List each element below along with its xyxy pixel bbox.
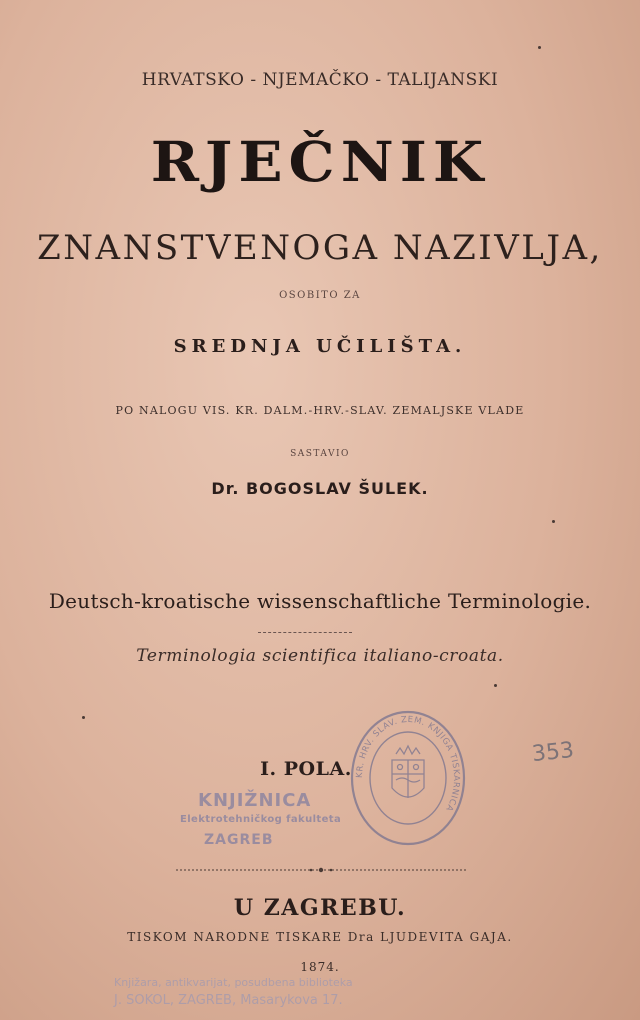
- coat-of-arms-icon: [392, 746, 424, 798]
- overline-text: HRVATSKO - NJEMAČKO - TALIJANSKI: [141, 70, 499, 90]
- handwritten-number: 353: [530, 737, 576, 768]
- paper-speck: [538, 46, 541, 49]
- printer-text: TISKOM NARODNE TISKARE Dra LJUDEVITA GAJA.: [127, 930, 513, 944]
- decorative-rule: [258, 632, 352, 633]
- italian-title: Terminologia scientifica italiano-croata.: [136, 646, 504, 666]
- osobito-text: OSOBITO ZA: [279, 290, 361, 301]
- publication-year: 1874.: [300, 960, 340, 974]
- library-stamp-line3: ZAGREB: [204, 832, 274, 848]
- round-seal-text: KR. HRV. SLAV. ZEM. KNJIGA TISKARNICA: [354, 714, 462, 813]
- paper-speck: [82, 716, 85, 719]
- place-of-publication: U ZAGREBU.: [233, 895, 407, 921]
- bookseller-stamp-line2: J. SOKOL, ZAGREB, Masarykova 17.: [114, 993, 343, 1008]
- bookseller-stamp-line1: Knjižara, antikvarijat, posudbena biblioteka: [114, 976, 353, 989]
- library-stamp-line2: Elektrotehničkog fakulteta: [180, 814, 342, 825]
- german-title: Deutsch-kroatische wissenschaftliche Terminologie.: [48, 589, 592, 613]
- main-title: RJEČNIK: [150, 129, 490, 195]
- library-stamp: [180, 790, 350, 856]
- srednja-text: SREDNJA UČILIŠTA.: [173, 336, 467, 357]
- paper-speck: [494, 684, 497, 687]
- ornamental-divider: [176, 867, 466, 873]
- sastavio-text: SASTAVIO: [290, 449, 350, 459]
- paper-speck: [552, 520, 555, 523]
- bookseller-stamp: [114, 976, 434, 1008]
- commission-text: PO NALOGU VIS. KR. DALM.-HRV.-SLAV. ZEMALJSKE VLADE: [115, 404, 525, 417]
- author-name: Dr. BOGOSLAV ŠULEK.: [211, 479, 429, 498]
- volume-label: I. POLA.: [260, 758, 352, 780]
- round-seal-stamp: [348, 708, 468, 848]
- subtitle: ZNANSTVENOGA NAZIVLJA,: [37, 228, 603, 268]
- library-stamp-line1: KNJIŽNICA: [198, 790, 312, 811]
